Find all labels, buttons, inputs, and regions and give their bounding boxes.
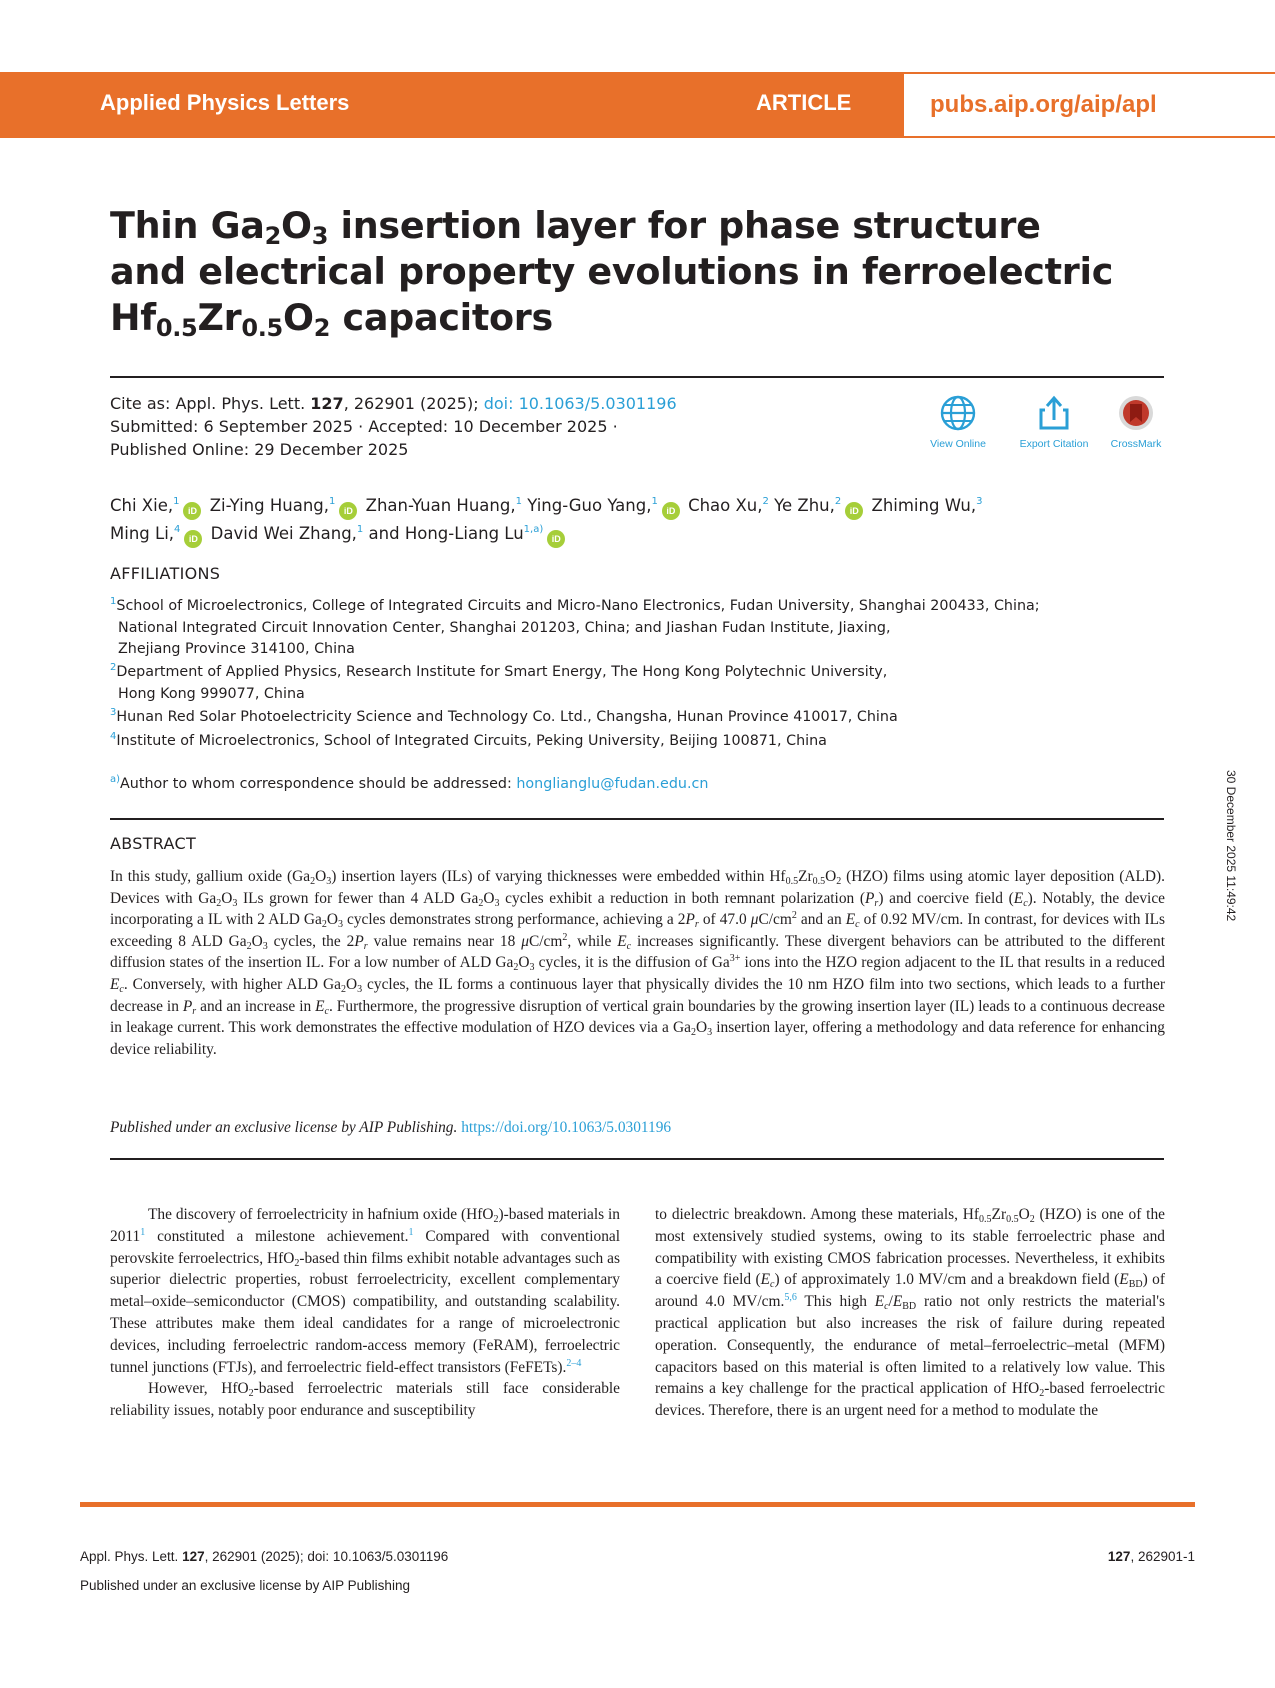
author[interactable]: Ming Li,$^4$: [110, 524, 181, 543]
divider: [110, 818, 1164, 820]
published-date: Published Online: 29 December 2025: [110, 440, 409, 459]
affiliation-1: $^1$School of Microelectronics, College of Integrated Circuits and Micro-Nano Electronics, Fudan University, Shanghai 200433, China; National Integrated Circuit Innovation Center, Shanghai 201203, China; and Jiashan Fudan Institute, Jiaxing, Zhejiang Province 314100, China: [110, 596, 1040, 657]
submission-dates: Submitted: 6 September 2025 · Accepted: 10 December 2025 ·: [110, 417, 618, 436]
author[interactable]: Ye Zhu,$^2$: [774, 496, 842, 515]
orcid-icon[interactable]: iD: [662, 502, 680, 520]
doi-link[interactable]: doi: 10.1063/5.0301196: [483, 394, 677, 413]
author[interactable]: Zhiming Wu,$^3$: [871, 496, 983, 515]
crossmark-icon: [1117, 394, 1155, 432]
doi-url-link[interactable]: https://doi.org/10.1063/5.0301196: [461, 1119, 672, 1136]
journal-url-link[interactable]: pubs.aip.org/aip/apl: [930, 91, 1157, 118]
footer-citation: Appl. Phys. Lett. 127, 262901 (2025); doi: 10.1063/5.0301196: [80, 1549, 449, 1564]
body-column-left: The discovery of ferroelectricity in hafnium oxide (HfO$_2$)-based materials in 2011$^1$ constituted a milestone achievement.$^1$ Compared with conventional perovskite ferroelectrics, HfO$_2$-based thin films exhibit notable advantages such as superior dielectric properties, robust ferroelectricity, excellent complementary metal–oxide–semiconductor (CMOS) compatibility, and outstanding scalability. These attributes make them ideal candidates for a range of microelectronic devices, including ferroelectric random-access memory (FeRAM), ferroelectric tunnel junctions (FTJs), and ferroelectric field-effect transistors (FeFETs).$^{2-4}$ However, HfO$_2$-based ferroelectric materials still face considerable reliability issues, notably poor endurance and susceptibility: [110, 1206, 620, 1420]
orcid-icon[interactable]: iD: [183, 502, 201, 520]
footer-divider: [80, 1502, 1195, 1507]
author[interactable]: Chi Xie,$^1$: [110, 496, 180, 515]
orcid-icon[interactable]: iD: [547, 530, 565, 548]
abstract-body: In this study, gallium oxide $(Ga_2O_3)$ insertion layers (ILs) of varying thicknesses were embedded within $Hf_{0.5}Zr_{0.5}O_2$ (HZO) films using atomic layer deposition (ALD). Devices with $Ga_2O_3$ ILs grown for fewer than 4 ALD $Ga_2O_3$ cycles exhibit a reduction in both remnant polarization $(P_r)$ and coercive field $(E_c)$. Notably, the device incorporating a IL with 2 ALD $Ga_2O_3$ cycles demonstrates strong performance, achieving a $2P_r$ of 47.0 $\mu C/cm^2$ and an $E_c$ of 0.92 MV/cm. In contrast, for devices with ILs exceeding 8 ALD $Ga_2O_3$ cycles, the $2P_r$ value remains near 18 $\mu C/cm^2$, while $E_c$ increases significantly. These divergent behaviors can be attributed to the different diffusion states of the insertion IL. For a low number of ALD $Ga_2O_3$ cycles, it is the diffusion of $Ga^{3+}$ ions into the HZO region adjacent to the IL that results in a reduced $E_c$. Conversely, with higher ALD $Ga_2O_3$ cycles, the IL forms a continuous layer that physically divides the 10 nm HZO film into two sections, which leads to a further decrease in $P_r$ and an increase in $E_c$. Furthermore, the progressive disruption of vertical grain boundaries by the growing insertion layer (IL) leads to a continuous decrease in leakage current. This work demonstrates the effective modulation of HZO devices via a $Ga_2O_3$ insertion layer, offering a methodology and data reference for enhancing device reliability.: [110, 868, 1166, 1058]
journal-name[interactable]: Applied Physics Letters: [100, 90, 350, 115]
author-list: [110, 492, 1110, 548]
correspondence-note: $^{a)}$Author to whom correspondence should be addressed: honglianglu@fudan.edu.cn: [110, 774, 709, 792]
affiliations-heading: AFFILIATIONS: [110, 564, 221, 583]
affiliation-4: $^4$Institute of Microelectronics, School of Integrated Circuits, Peking University, Beijing 100871, China: [110, 731, 827, 749]
journal-url-box[interactable]: [902, 72, 1275, 138]
page-number: 127, 262901-1: [1107, 1549, 1195, 1564]
divider: [110, 1158, 1164, 1160]
export-citation-button[interactable]: Export Citation: [1012, 394, 1096, 450]
affiliation-2: $^2$Department of Applied Physics, Research Institute for Smart Energy, The Hong Kong Polytechnic University, Hong Kong 999077, China: [110, 662, 888, 702]
divider: [110, 376, 1164, 378]
abstract-heading: ABSTRACT: [110, 834, 197, 853]
author[interactable]: and Hong-Liang Lu$^{1,a)}$: [368, 524, 544, 543]
globe-icon: [939, 394, 977, 432]
citation-block: Cite as: Appl. Phys. Lett. 127, 262901 (2025); doi: 10.1063/5.0301196 Submitted: 6 September 2025 · Accepted: 10 December 2025 · Published Online: 29 December 2025: [110, 394, 677, 459]
correspondence-email-link[interactable]: honglianglu@fudan.edu.cn: [516, 776, 709, 792]
download-timestamp: 30 December 2025 11:49:42: [1224, 770, 1238, 922]
author[interactable]: David Wei Zhang,$^1$: [210, 524, 364, 543]
author[interactable]: Zi-Ying Huang,$^1$: [209, 496, 336, 515]
journal-header-band: [0, 72, 1275, 138]
view-online-button[interactable]: View Online: [926, 394, 990, 450]
license-statement: Published under an exclusive license by AIP Publishing. https://doi.org/10.1063/5.0301196: [110, 1119, 672, 1136]
crossmark-button[interactable]: CrossMark: [1108, 394, 1164, 450]
footer-license: Published under an exclusive license by AIP Publishing: [80, 1578, 410, 1593]
author[interactable]: Ying-Guo Yang,$^1$: [527, 496, 658, 515]
export-icon: [1035, 394, 1073, 432]
orcid-icon[interactable]: iD: [184, 530, 202, 548]
article-type-label: ARTICLE: [756, 90, 852, 115]
orcid-icon[interactable]: iD: [845, 502, 863, 520]
affiliation-3: $^3$Hunan Red Solar Photoelectricity Science and Technology Co. Ltd., Changsha, Hunan Province 410017, China: [110, 707, 898, 725]
orcid-icon[interactable]: iD: [339, 502, 357, 520]
author[interactable]: Zhan-Yuan Huang,$^1$: [365, 496, 522, 515]
article-title: Thin $Ga_2O_3$ insertion layer for phase structure and electrical property evolutions in ferroelectric $Hf_{0.5}Zr_{0.5}O_2$ capacitors: [110, 204, 1114, 342]
body-column-right: to dielectric breakdown. Among these materials, $Hf_{0.5}Zr_{0.5}O_2$ (HZO) is one of the most extensively studied systems, owing to its stable ferroelectric phase and compatibility with existing CMOS fabrication processes. Nevertheless, it exhibits a coercive field $(E_c)$ of approximately 1.0 MV/cm and a breakdown field $(E_{BD})$ of around 4.0 MV/cm.$^{5,6}$ This high $E_c/E_{BD}$ ratio not only restricts the material's practical application but also increases the risk of failure during repeated operation. Consequently, the endurance of metal–ferroelectric–metal (MFM) capacitors based on this material is often limited to a relatively low value. This remains a key challenge for the practical application of HfO$_2$-based ferroelectric devices. Therefore, there is an urgent need for a method to modulate the: [655, 1206, 1165, 1420]
author[interactable]: Chao Xu,$^2$: [688, 496, 769, 515]
